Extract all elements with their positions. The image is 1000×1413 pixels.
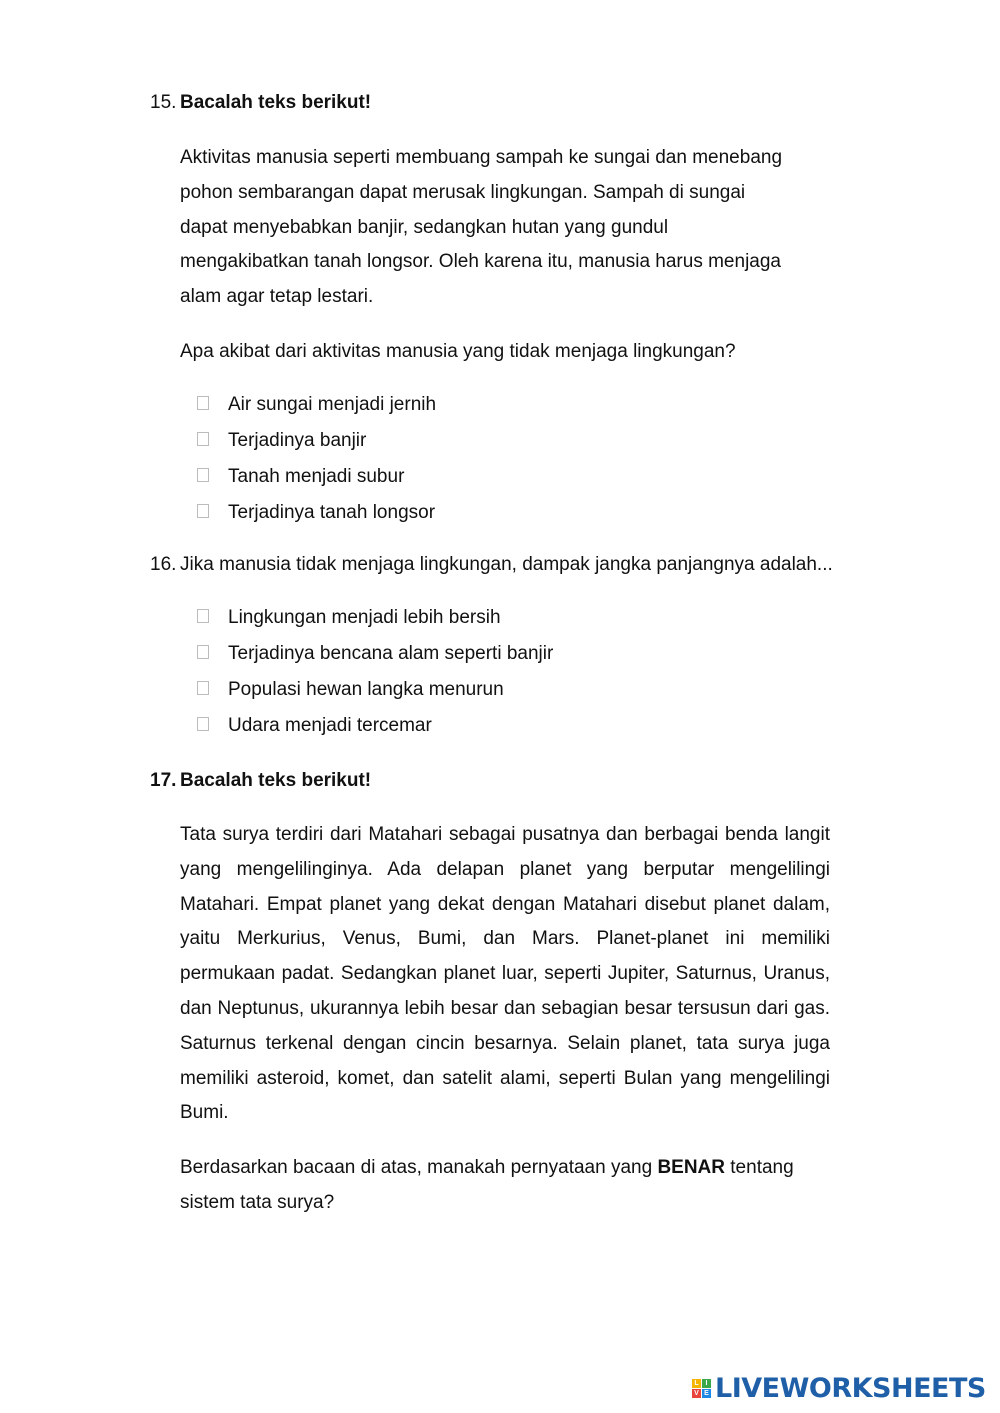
option-label: Terjadinya tanah longsor	[228, 502, 436, 523]
question-text: Apa akibat dari aktivitas manusia yang tidak menjaga lingkungan?	[180, 341, 736, 362]
passage-line: dapat menyebabkan banjir, sedangkan hutan yang gundul	[180, 216, 669, 238]
option[interactable]	[197, 501, 435, 525]
checkbox[interactable]	[197, 504, 209, 518]
option-label: Udara menjadi tercemar	[228, 715, 432, 736]
option-label: Lingkungan menjadi lebih bersih	[228, 607, 501, 628]
badge-letter: V	[692, 1389, 701, 1398]
option[interactable]	[197, 429, 366, 453]
badge-letter: L	[692, 1379, 701, 1388]
question-text: tentang	[725, 1157, 794, 1178]
option[interactable]	[197, 465, 404, 489]
option[interactable]	[197, 678, 504, 702]
checkbox[interactable]	[197, 645, 209, 659]
question-text-line	[180, 1151, 830, 1186]
option-label: Tanah menjadi subur	[228, 466, 405, 487]
option-label: Terjadinya bencana alam seperti banjir	[228, 643, 554, 664]
question-number: 15.	[150, 92, 177, 113]
question-number: 16.	[150, 554, 177, 575]
question-15-heading	[150, 91, 371, 115]
checkbox[interactable]	[197, 681, 209, 695]
passage-line: mengakibatkan tanah longsor. Oleh karena itu, manusia harus menjaga	[180, 251, 781, 273]
question-text-line: sistem tata surya?	[180, 1191, 335, 1213]
option-label: Air sungai menjadi jernih	[228, 394, 437, 415]
question-16-heading	[150, 553, 833, 577]
question-text: Jika manusia tidak menjaga lingkungan, dampak jangka panjangnya adalah...	[180, 554, 833, 575]
checkbox[interactable]	[197, 717, 209, 731]
question-17-heading	[150, 769, 371, 793]
option-label: Populasi hewan langka menurun	[228, 679, 504, 700]
checkbox[interactable]	[197, 432, 209, 446]
checkbox[interactable]	[197, 609, 209, 623]
checkbox[interactable]	[197, 468, 209, 482]
live-badge-icon	[692, 1379, 711, 1398]
option[interactable]	[197, 642, 553, 666]
passage-line: alam agar tetap lestari.	[180, 286, 374, 308]
question-15-prompt	[180, 335, 830, 370]
option[interactable]	[197, 393, 436, 417]
passage-line: Aktivitas manusia seperti membuang sampah ke sungai dan menebang	[180, 147, 783, 168]
question-text: Berdasarkan bacaan di atas, manakah pernyataan yang	[180, 1157, 658, 1178]
emphasis: BENAR	[657, 1157, 725, 1178]
question-15-passage	[180, 141, 830, 315]
logo-text: LIVEWORKSHEETS	[715, 1372, 986, 1404]
question-title: Bacalah teks berikut!	[180, 92, 372, 113]
passage-line: pohon sembarangan dapat merusak lingkungan. Sampah di sungai	[180, 181, 746, 203]
question-title: Bacalah teks berikut!	[180, 770, 372, 791]
option-label: Terjadinya banjir	[228, 430, 367, 451]
liveworksheets-logo	[692, 1373, 986, 1403]
badge-letter: I	[702, 1379, 711, 1388]
badge-letter: E	[702, 1389, 711, 1398]
option[interactable]	[197, 714, 432, 738]
option[interactable]	[197, 606, 501, 630]
question-number: 17.	[150, 770, 177, 791]
checkbox[interactable]	[197, 396, 209, 410]
question-17-passage: Tata surya terdiri dari Matahari sebagai pusatnya dan berbagai benda langit yang mengelilinginya. Ada delapan planet yang berputar mengelilingi Matahari. Empat planet yang dekat dengan Matahari disebut planet dalam, yaitu Merkurius, Venus, Bumi, dan Mars. Planet-planet ini memiliki permukaan padat. Sedangkan planet luar, seperti Jupiter, Saturnus, Uranus, dan Neptunus, ukurannya lebih besar dan sebagian besar tersusun dari gas. Saturnus terkenal dengan cincin besarnya. Selain planet, tata surya juga memiliki asteroid, komet, dan satelit alami, seperti Bulan yang mengelilingi Bumi.	[180, 824, 830, 1124]
question-17-prompt	[180, 1151, 830, 1221]
